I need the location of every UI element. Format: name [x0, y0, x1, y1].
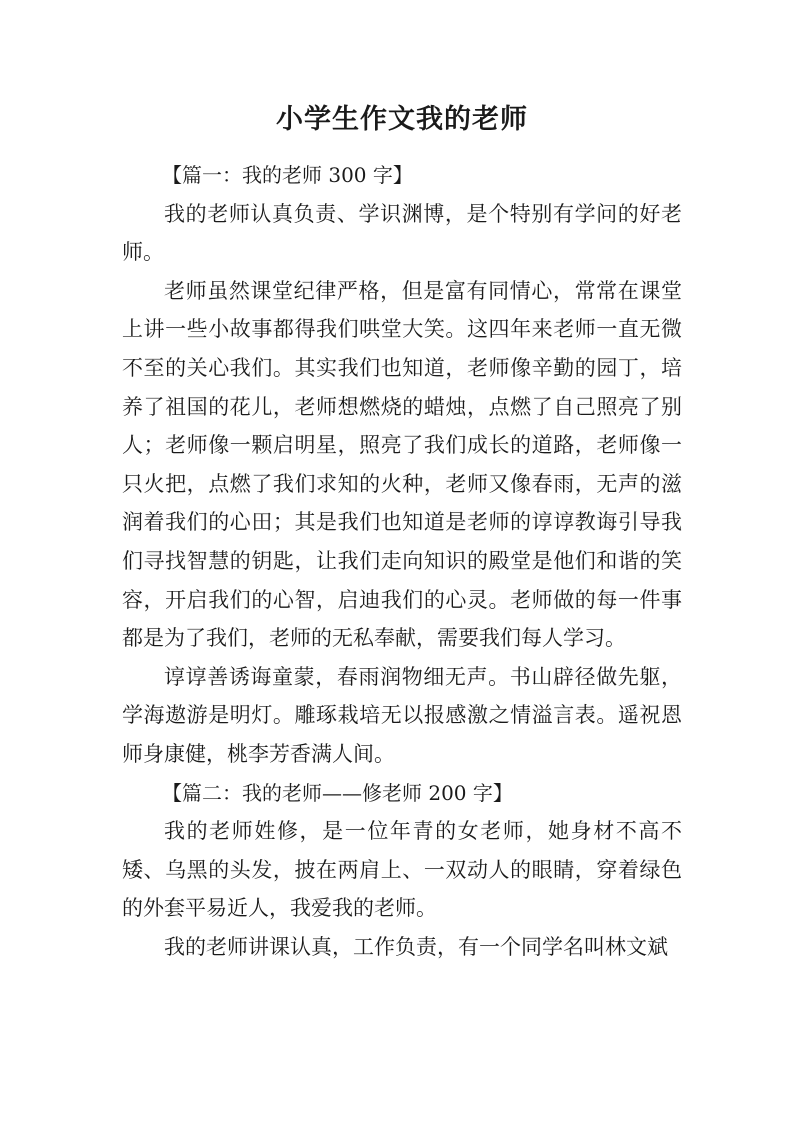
paragraph: 我的老师姓修，是一位年青的女老师，她身材不高不矮、乌黑的头发，披在两肩上、一双动人的眼睛，穿着绿色的外套平易近人，我爱我的老师。	[122, 819, 682, 921]
section-1	[122, 156, 682, 774]
paragraph: 谆谆善诱诲童蒙，春雨润物细无声。书山辟径做先躯，学海遨游是明灯。雕琢栽培无以报感激之情溢言表。遥祝恩师身康健，桃李芳香满人间。	[122, 664, 682, 766]
section-heading: 【篇一：我的老师 300 字】	[162, 163, 413, 187]
document-title: 小学生作文我的老师	[276, 104, 528, 135]
paragraph: 老师虽然课堂纪律严格，但是富有同情心，常常在课堂上讲一些小故事都得我们哄堂大笑。这四年来老师一直无微不至的关心我们。其实我们也知道，老师像辛勤的园丁，培养了祖国的花儿，老师想燃烧的蜡烛，点燃了自己照亮了别人；老师像一颗启明星，照亮了我们成长的道路，老师像一只火把，点燃了我们求知的火种，老师又像春雨，无声的滋润着我们的心田；其是我们也知道是老师的谆谆教诲引导我们寻找智慧的钥匙，让我们走向知识的殿堂是他们和谐的笑容，开启我们的心智，启迪我们的心灵。老师做的每一件事都是为了我们，老师的无私奉献，需要我们每人学习。	[122, 278, 682, 651]
section-2	[122, 774, 682, 967]
paragraph: 我的老师讲课认真，工作负责，有一个同学名叫林文斌	[164, 934, 668, 959]
paragraph: 我的老师认真负责、学识渊博，是个特别有学问的好老师。	[122, 201, 682, 265]
section-heading: 【篇二：我的老师——修老师 200 字】	[162, 780, 513, 805]
